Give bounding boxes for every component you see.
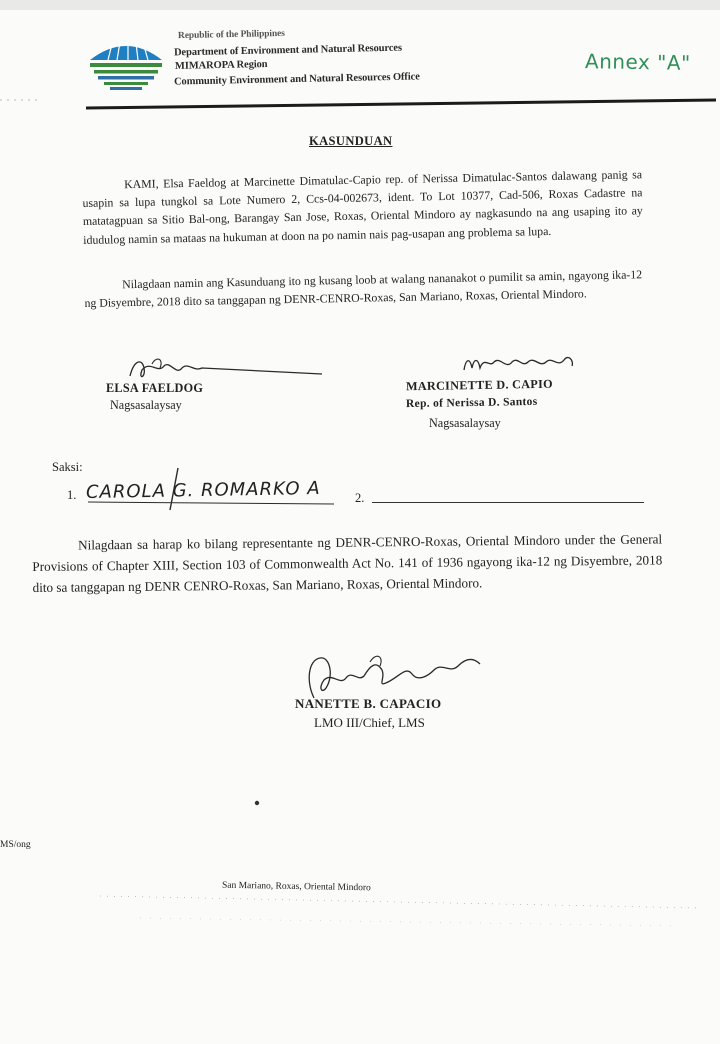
header-department: Department of Environment and Natural Resources [173, 42, 403, 59]
signatory-left-name: ELSA FAELDOG [106, 381, 204, 395]
signatory-left-role: Nagsasalaysay [110, 398, 182, 412]
agreement-paragraph: KAMI, Elsa Faeldog at Marcinette Dimatulac-Capio rep. of Nerissa Dimatulac-Santos dalawang panig sa usapin sa lupa tungkol sa Lote Numero 2, Ccs-04-002673, ident. To Lot 10377, Cad-506, Roxas Cadastre na matatagpuan sa Sitio Bal-ong, Barangay San Jose, Roxas, Oriental Mindoro ay nagkasundo na ang usaping ito ay idudulog namin sa mataas na hukuman at doon na po namin nais pag-usapan ang problema sa lupa. [82, 167, 643, 247]
signatory-right-role: Nagsasalaysay [429, 416, 501, 430]
witness-label: Saksi: [52, 460, 83, 474]
acknowledgment-paragraph: Nilagdaan sa harap ko bilang representante ng DENR-CENRO-Roxas, Oriental Mindoro under the General Provisions of Chapter XIII, Section 103 of Commonwealth Act No. 141 of 1936 ngayong ika-12 ng Disyembre, 2018 dito sa tanggapan ng DENR CENRO-Roxas, San Mariano, Roxas, Oriental Mindoro. [32, 531, 663, 595]
footer-scan-noise [100, 888, 700, 928]
signature-marcinette [458, 346, 598, 380]
speck [252, 798, 262, 808]
footer-initials: MS/ong [0, 840, 31, 850]
witness-number-1: 1. [67, 488, 77, 502]
officer-name: NANETTE B. CAPACIO [295, 696, 442, 711]
document-page [0, 10, 720, 1044]
witness-1-handwritten: CAROLA G. ROMARKO A [85, 477, 321, 504]
annex-label: Annex "A" [584, 49, 691, 75]
top-band [0, 0, 720, 10]
signatory-right-name: MARCINETTE D. CAPIO [405, 376, 553, 394]
document-title: KASUNDUAN [309, 134, 393, 148]
witness-number-2: 2. [355, 491, 365, 505]
header-republic: Republic of the Philippines [177, 28, 285, 42]
officer-title: LMO III/Chief, LMS [314, 715, 425, 730]
signing-paragraph: Nilagdaan namin ang Kasunduang ito ng kusang loob at walang nananakot o pumilit sa amin, ngayong ika-12 ng Disyembre, 2018 dito sa tanggapan ng DENR-CENRO-Roxas, San Mariano, Roxas, Oriental Mindoro. [84, 267, 643, 311]
denr-logo [86, 36, 166, 96]
header-office: Community Environment and Natural Resources Office [173, 71, 420, 88]
witness-2-line [372, 502, 644, 503]
header-rule [0, 94, 720, 118]
header-region: MIMAROPA Region [174, 59, 268, 72]
signatory-right-rep: Rep. of Nerissa D. Santos [405, 395, 538, 411]
footer-address: San Mariano, Roxas, Oriental Mindoro [221, 880, 371, 894]
witness-1-signature-strokes [84, 458, 344, 516]
